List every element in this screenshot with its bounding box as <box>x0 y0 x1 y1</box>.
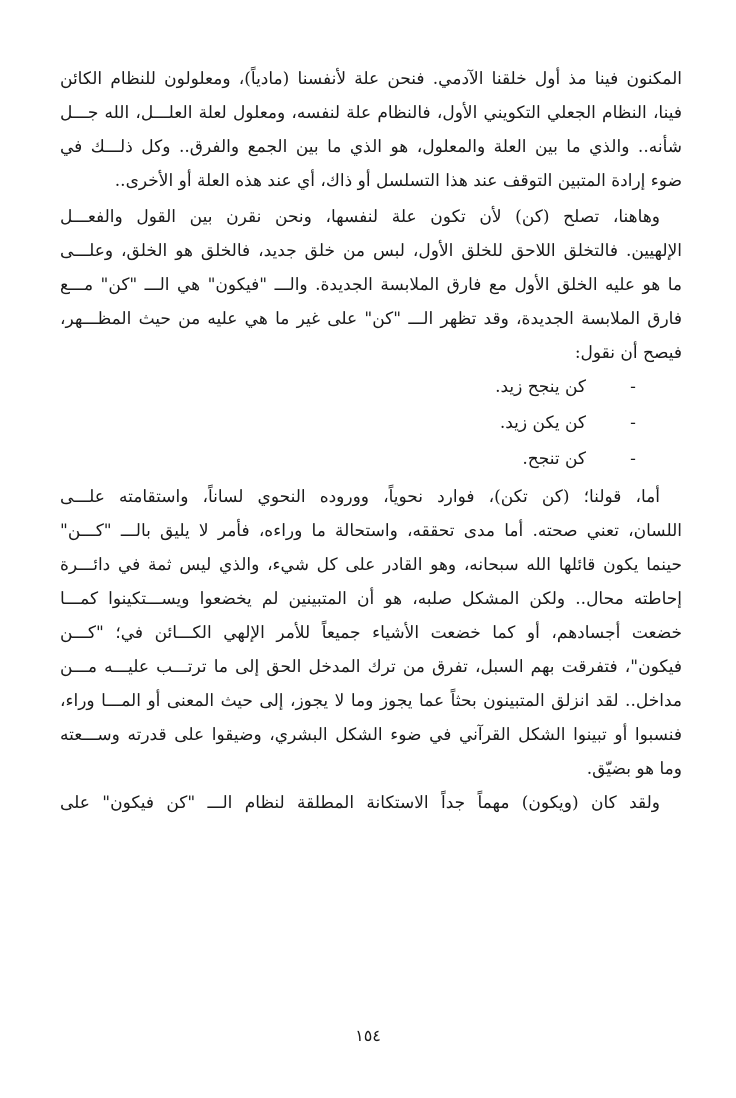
text-line: شأنه.. والذي ما بين العلة والمعلول، هو الذي ما بين الجمع والفرق.. وكل ذلـــك في <box>60 137 682 157</box>
text-line: أما، قولنا؛ (كن تكن)، فوارد نحوياً، ووروده النحوي لساناً، واستقامته علـــى <box>60 487 660 507</box>
text-line: المكنون فينا مذ أول خلقنا الآدمي. فنحن علة لأنفسنا (مادياً)، ومعلولون للنظام الكائن <box>60 69 682 89</box>
list-item <box>60 406 682 440</box>
text-line: اللسان، تعني صحته. أما مدى تحققه، واستحالة ما وراءه، فأمر لا يليق بالـــ "كـــن" <box>60 521 682 541</box>
text-line: فيكون"، فتفرقت بهم السبل، تفرق من ترك المدخل الحق إلى ما ترتـــب عليـــه مـــن <box>60 657 682 677</box>
text-line: ولقد كان (ويكون) مهماً جداً الاستكانة المطلقة لنظام الـــ "كن فيكون" على <box>60 793 660 813</box>
text-line: خضعت أجسادهم، أو كما خضعت الأشياء جميعاً للأمر الإلهي الكـــائن في؛ "كـــن <box>60 623 682 643</box>
text-line: ضوء إرادة المتبين التوقف عند هذا التسلسل أو ذاك، أي عند هذه العلة أو الأخرى.. <box>114 171 682 191</box>
list-item <box>60 370 682 404</box>
list-bullet: - <box>630 413 636 433</box>
text-line: الإلهيين. فالتخلق اللاحق للخلق الأول، لبس من خلق جديد، فالخلق هو الخلق، وعلـــى <box>60 241 682 261</box>
page-number: ١٥٤ <box>355 1026 381 1045</box>
text-line: إحاطته محال.. ولكن المشكل صلبه، هو أن المتبينين لم يخضعوا ويســـتكينوا كمـــا <box>60 589 682 609</box>
text-line: حينما يكون قائلها الله سبحانه، وهو القادر على كل شيء، والذي ليس ثمة في دائـــرة <box>60 555 682 575</box>
list-item-text: كن ينجح زيد. <box>495 377 586 397</box>
text-line: وما هو بضيّق. <box>586 759 682 779</box>
text-line: فنسبوا أو تبينوا الشكل القرآني في ضوء الشكل البشري، وضيقوا على قدرته وســـعته <box>60 725 682 745</box>
list-item-text: كن يكن زيد. <box>499 413 586 433</box>
text-line: فينا، النظام الجعلي التكويني الأول، فالنظام علة لنفسه، ومعلول لعلة العلـــل، الله جـــل <box>60 103 682 123</box>
text-line: فيصح أن نقول: <box>574 343 682 363</box>
list-item <box>60 442 682 476</box>
list-bullet: - <box>630 449 636 469</box>
text-line: ما هو عليه الخلق الأول مع فارق الملابسة الجديدة. والـــ "فيكون" هي الـــ "كن" مـــع <box>60 275 682 295</box>
text-line: فارق الملابسة الجديدة، وقد تظهر الـــ "كن" على غير ما هي عليه من حيث المظـــهر، <box>60 309 682 329</box>
list-bullet: - <box>630 377 636 397</box>
list-item-text: كن تنجح. <box>522 449 586 469</box>
text-line: مداخل.. لقد انزلق المتبينون بحثاً عما يجوز وما لا يجوز، إلى حيث المعنى أو المـــا وراء، <box>60 691 682 711</box>
text-line: وهاهنا، تصلح (كن) لأن تكون علة لنفسها، ونحن نقرن بين القول والفعـــل <box>60 207 660 227</box>
